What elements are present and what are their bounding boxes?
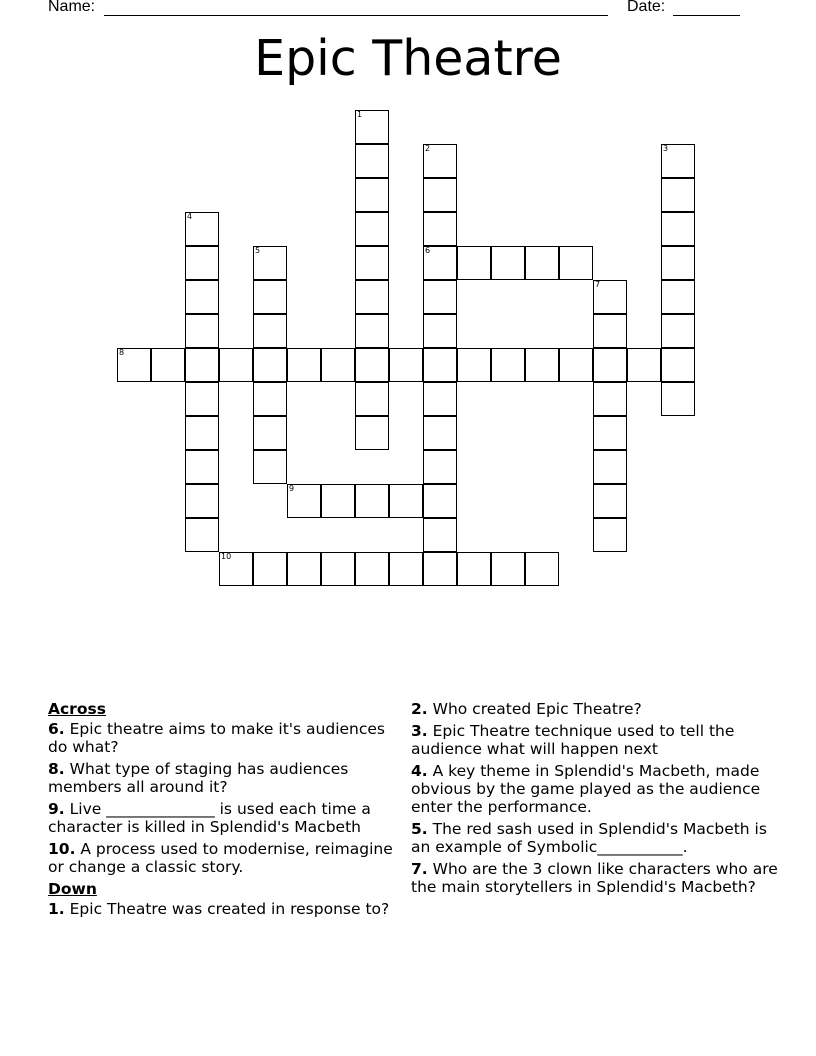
grid-cell[interactable] (559, 348, 593, 382)
cell-number: 1 (357, 110, 363, 119)
cell-number: 4 (187, 212, 193, 221)
grid-cell[interactable] (423, 552, 457, 586)
grid-cell[interactable] (355, 552, 389, 586)
grid-cell[interactable] (185, 484, 219, 518)
grid-cell[interactable] (593, 348, 627, 382)
grid-cell[interactable] (525, 348, 559, 382)
grid-cell[interactable] (627, 348, 661, 382)
grid-cell[interactable] (185, 416, 219, 450)
grid-cell[interactable] (457, 348, 491, 382)
clue-text: Epic Theatre was created in response to? (69, 900, 390, 918)
grid-cell[interactable] (423, 450, 457, 484)
grid-cell[interactable] (355, 416, 389, 450)
clue-down-1 (48, 900, 408, 918)
grid-cell[interactable] (287, 348, 321, 382)
grid-cell[interactable] (491, 552, 525, 586)
grid-cell[interactable] (287, 552, 321, 586)
down-heading: Down (48, 880, 97, 898)
clue-number: 8. (48, 760, 65, 778)
grid-cell[interactable] (253, 280, 287, 314)
clue-text: The red sash used in Splendid's Macbeth is an example of Symbolic___________. (411, 820, 767, 856)
grid-cell[interactable] (355, 178, 389, 212)
grid-cell[interactable] (423, 280, 457, 314)
clue-text: Who created Epic Theatre? (432, 700, 642, 718)
clue-number: 7. (411, 860, 428, 878)
clue-number: 1. (48, 900, 65, 918)
clue-text: Epic theatre aims to make it's audiences do what? (48, 720, 386, 756)
grid-cell[interactable] (491, 348, 525, 382)
grid-cell[interactable] (423, 144, 457, 178)
clues-left-column (48, 700, 408, 922)
grid-cell[interactable] (593, 280, 627, 314)
grid-cell[interactable] (661, 314, 695, 348)
clue-across-8 (48, 760, 408, 796)
grid-cell[interactable] (423, 348, 457, 382)
clue-text: A key theme in Splendid's Macbeth, made obvious by the game played as the audience enter the performance. (411, 762, 761, 816)
grid-cell[interactable] (185, 382, 219, 416)
grid-cell[interactable] (355, 348, 389, 382)
grid-cell[interactable] (661, 280, 695, 314)
clue-down-4 (411, 762, 781, 816)
grid-cell[interactable] (559, 246, 593, 280)
cell-number: 6 (425, 246, 431, 255)
grid-cell[interactable] (355, 144, 389, 178)
grid-cell[interactable] (253, 416, 287, 450)
grid-cell[interactable] (593, 416, 627, 450)
grid-cell[interactable] (117, 348, 151, 382)
clue-number: 5. (411, 820, 428, 838)
clue-number: 4. (411, 762, 428, 780)
grid-cell[interactable] (661, 348, 695, 382)
clue-number: 2. (411, 700, 428, 718)
name-label: Name: (48, 0, 96, 15)
grid-cell[interactable] (457, 552, 491, 586)
grid-cell[interactable] (423, 246, 457, 280)
cell-number: 3 (663, 144, 669, 153)
grid-cell[interactable] (389, 484, 423, 518)
grid-cell[interactable] (253, 314, 287, 348)
grid-cell[interactable] (593, 450, 627, 484)
clue-text: Epic Theatre technique used to tell the audience what will happen next (411, 722, 735, 758)
clue-text: What type of staging has audiences members all around it? (48, 760, 349, 796)
grid-cell[interactable] (253, 246, 287, 280)
grid-cell[interactable] (423, 212, 457, 246)
cell-number: 5 (255, 246, 261, 255)
grid-cell[interactable] (185, 348, 219, 382)
clue-text: Live ______________ is used each time a character is killed in Splendid's Macbeth (48, 800, 371, 836)
grid-cell[interactable] (661, 382, 695, 416)
clues-right-column (411, 700, 781, 900)
grid-cell[interactable] (185, 212, 219, 246)
grid-cell[interactable] (423, 518, 457, 552)
cell-number: 9 (289, 484, 295, 493)
clue-number: 10. (48, 840, 76, 858)
grid-cell[interactable] (219, 552, 253, 586)
grid-cell[interactable] (185, 450, 219, 484)
grid-cell[interactable] (491, 246, 525, 280)
grid-cell[interactable] (593, 382, 627, 416)
grid-cell[interactable] (593, 314, 627, 348)
grid-cell[interactable] (219, 348, 253, 382)
grid-cell[interactable] (355, 246, 389, 280)
grid-cell[interactable] (253, 552, 287, 586)
page-title: Epic Theatre (254, 30, 562, 87)
grid-cell[interactable] (525, 246, 559, 280)
grid-cell[interactable] (423, 314, 457, 348)
grid-cell[interactable] (355, 110, 389, 144)
cell-number: 10 (221, 552, 232, 561)
grid-cell[interactable] (355, 382, 389, 416)
clue-down-2 (411, 700, 781, 718)
clue-number: 6. (48, 720, 65, 738)
grid-cell[interactable] (423, 416, 457, 450)
grid-cell[interactable] (321, 484, 355, 518)
grid-cell[interactable] (457, 246, 491, 280)
grid-cell[interactable] (593, 518, 627, 552)
cell-number: 2 (425, 144, 431, 153)
grid-cell[interactable] (185, 246, 219, 280)
cell-number: 8 (119, 348, 125, 357)
grid-cell[interactable] (185, 280, 219, 314)
grid-cell[interactable] (355, 280, 389, 314)
grid-cell[interactable] (423, 484, 457, 518)
grid-cell[interactable] (287, 484, 321, 518)
grid-cell[interactable] (355, 484, 389, 518)
clue-number: 3. (411, 722, 428, 740)
grid-cell[interactable] (661, 212, 695, 246)
clue-across-9 (48, 800, 408, 836)
grid-cell[interactable] (151, 348, 185, 382)
cell-number: 7 (595, 280, 601, 289)
grid-cell[interactable] (355, 212, 389, 246)
date-label: Date: (627, 0, 666, 15)
clue-down-7 (411, 860, 781, 896)
grid-cell[interactable] (355, 314, 389, 348)
grid-cell[interactable] (253, 382, 287, 416)
grid-cell[interactable] (661, 144, 695, 178)
across-heading: Across (48, 700, 106, 718)
grid-cell[interactable] (593, 484, 627, 518)
clue-across-6 (48, 720, 408, 756)
clue-across-10 (48, 840, 408, 876)
grid-cell[interactable] (389, 552, 423, 586)
clue-text: A process used to modernise, reimagine or change a classic story. (48, 840, 393, 876)
clue-down-5 (411, 820, 781, 856)
grid-cell[interactable] (253, 348, 287, 382)
grid-cell[interactable] (321, 348, 355, 382)
grid-cell[interactable] (661, 178, 695, 212)
grid-cell[interactable] (185, 314, 219, 348)
grid-cell[interactable] (423, 178, 457, 212)
clue-down-3 (411, 722, 781, 758)
grid-cell[interactable] (525, 552, 559, 586)
grid-cell[interactable] (321, 552, 355, 586)
grid-cell[interactable] (423, 382, 457, 416)
grid-cell[interactable] (185, 518, 219, 552)
grid-cell[interactable] (661, 246, 695, 280)
grid-cell[interactable] (253, 450, 287, 484)
clue-text: Who are the 3 clown like characters who are the main storytellers in Splendid's Macbeth? (411, 860, 778, 896)
grid-cell[interactable] (389, 348, 423, 382)
clue-number: 9. (48, 800, 65, 818)
